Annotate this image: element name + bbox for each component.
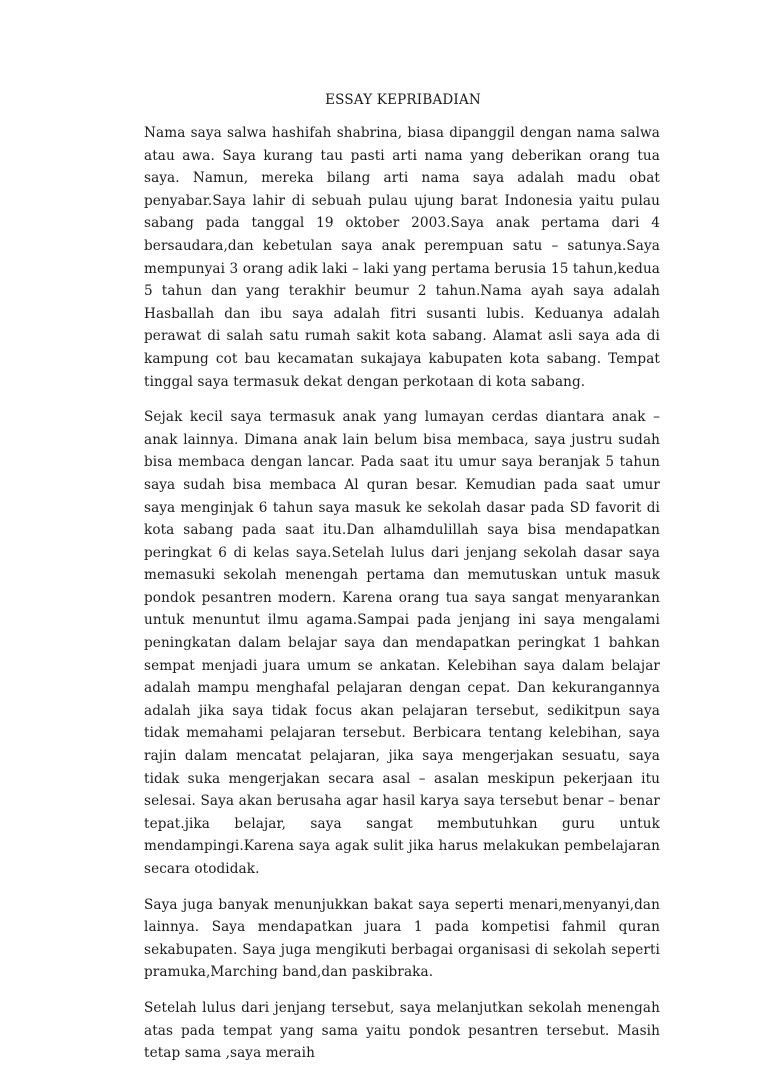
paragraph-1: Nama saya salwa hashifah shabrina, biasa dipanggil dengan nama salwa atau awa. Saya kurang tau pasti arti nama yang deberikan orang tua saya. Namun, mereka bilang arti nama saya adalah madu obat penyabar.Saya lahir di sebuah pulau ujung barat Indonesia yaitu pulau sabang pada tanggal 19 oktober 2003.Saya anak pertama dari 4 bersaudara,dan kebetulan saya anak perempuan satu – satunya.Saya mempunyai 3 orang adik laki – laki yang pertama berusia 15 tahun,kedua 5 tahun dan yang terakhir beumur 2 tahun.Nama ayah saya adalah Hasballah dan ibu saya adalah fitri susanti lubis. Keduanya adalah perawat di salah satu rumah sakit kota sabang. Alamat asli saya ada di kampung cot bau kecamatan sukajaya kabupaten kota sabang. Tempat tinggal saya termasuk dekat dengan perkotaan di kota sabang. <box>144 125 660 390</box>
paragraph-2: Sejak kecil saya termasuk anak yang lumayan cerdas diantara anak – anak lainnya. Dimana anak lain belum bisa membaca, saya justru sudah bisa membaca dengan lancar. Pada saat itu umur saya beranjak 5 tahun saya sudah bisa membaca Al quran besar. Kemudian pada saat umur saya menginjak 6 tahun saya masuk ke sekolah dasar pada SD favorit di kota sabang pada saat itu.Dan alhamdulillah saya bisa mendapatkan peringkat 6 di kelas saya.Setelah lulus dari jenjang sekolah dasar saya memasuki sekolah menengah pertama dan memutuskan untuk masuk pondok pesantren modern. Karena orang tua saya sangat menyarankan untuk menuntut ilmu agama.Sampai pada jenjang ini saya mengalami peningkatan dalam belajar saya dan mendapatkan peringkat 1 bahkan sempat menjadi juara umum se ankatan. Kelebihan saya dalam belajar adalah mampu menghafal pelajaran dengan cepat. Dan kekurangannya adalah jika saya tidak focus akan pelajaran tersebut, sedikitpun saya tidak memahami pelajaran tersebut. Berbicara tentang kelebihan, saya rajin dalam mencatat pelajaran, jika saya mengerjakan sesuatu, saya tidak suka mengerjakan secara asal – asalan meskipun pekerjaan itu selesai. Saya akan berusaha agar hasil karya saya tersebut benar – benar tepat.jika belajar, saya sangat membutuhkan guru untuk mendampingi.Karena saya agak sulit jika harus melakukan pembelajaran secara otodidak. <box>144 409 660 877</box>
paragraph-4: Setelah lulus dari jenjang tersebut, saya melanjutkan sekolah menengah atas pada tempat yang sama yaitu pondok pesantren tersebut. Masih tetap sama ,saya meraih <box>144 999 660 1062</box>
document-body <box>144 122 660 1065</box>
paragraph-3: Saya juga banyak menunjukkan bakat saya seperti menari,menyanyi,dan lainnya. Saya mendapatkan juara 1 pada kompetisi fahmil quran sekabupaten. Saya juga mengikuti berbagai organisasi di sekolah seperti pramuka,Marching band,dan paskibraka. <box>144 896 660 981</box>
document-title: ESSAY KEPRIBADIAN <box>325 92 481 108</box>
